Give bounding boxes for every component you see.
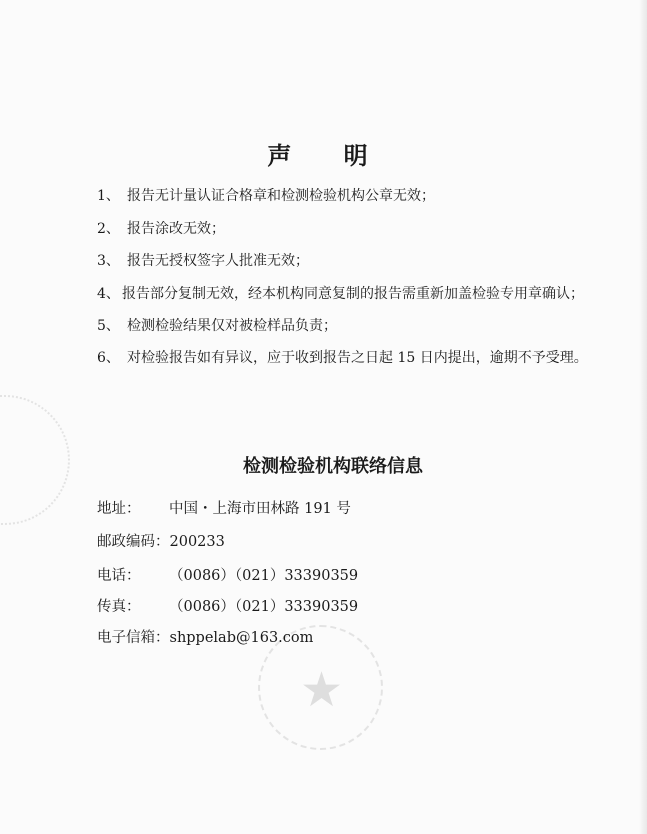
declaration-item xyxy=(97,315,337,335)
label-part: 址： xyxy=(111,501,141,517)
item-number: 1、 xyxy=(97,188,120,204)
scan-edge xyxy=(639,0,647,834)
label-part: 真： xyxy=(111,599,141,615)
declaration-item xyxy=(97,283,584,303)
item-number: 3、 xyxy=(97,253,120,269)
item-text: 报告无授权签字人批准无效； xyxy=(127,253,309,269)
declaration-item xyxy=(97,250,309,270)
fax-label xyxy=(97,595,169,616)
address-value: 中国・上海市田林路 191 号 xyxy=(169,501,351,517)
label-part: 地 xyxy=(97,501,112,517)
declaration-title: 声 明 xyxy=(267,142,390,170)
postcode-value: 200233 xyxy=(169,534,225,550)
declaration-item xyxy=(97,347,588,367)
contact-postcode xyxy=(97,530,225,551)
fax-value: （0086）（021）33390359 xyxy=(169,599,359,615)
contact-heading: 检测检验机构联络信息 xyxy=(243,456,423,477)
address-label xyxy=(97,497,169,518)
contact-fax xyxy=(97,595,358,616)
item-text: 报告涂改无效； xyxy=(127,221,225,237)
email-label: 电子信箱： xyxy=(97,630,170,646)
item-text: 检测检验结果仅对被检样品负责； xyxy=(127,318,337,334)
item-number: 2、 xyxy=(97,221,120,237)
declaration-item xyxy=(97,218,225,238)
item-number: 4、 xyxy=(97,286,120,302)
faint-seal-left xyxy=(0,395,70,525)
item-text: 报告部分复制无效，经本机构同意复制的报告需重新加盖检验专用章确认； xyxy=(122,286,584,302)
contact-address xyxy=(97,497,351,518)
contact-email xyxy=(97,626,313,647)
contact-phone xyxy=(97,564,358,585)
label-part: 话： xyxy=(111,568,141,584)
item-text: 对检验报告如有异议，应于收到报告之日起 15 日内提出，逾期不予受理。 xyxy=(127,350,588,366)
label-part: 传 xyxy=(97,599,112,615)
item-number: 6、 xyxy=(97,350,120,366)
postcode-label: 邮政编码： xyxy=(97,534,170,550)
label-part: 电 xyxy=(97,568,112,584)
star-icon: ★ xyxy=(300,662,344,718)
phone-value: （0086）（021）33390359 xyxy=(169,568,359,584)
phone-label xyxy=(97,564,169,585)
declaration-item xyxy=(97,185,435,205)
item-number: 5、 xyxy=(97,318,120,334)
email-value: shppelab@163.com xyxy=(169,630,314,646)
item-text: 报告无计量认证合格章和检测检验机构公章无效； xyxy=(127,188,435,204)
